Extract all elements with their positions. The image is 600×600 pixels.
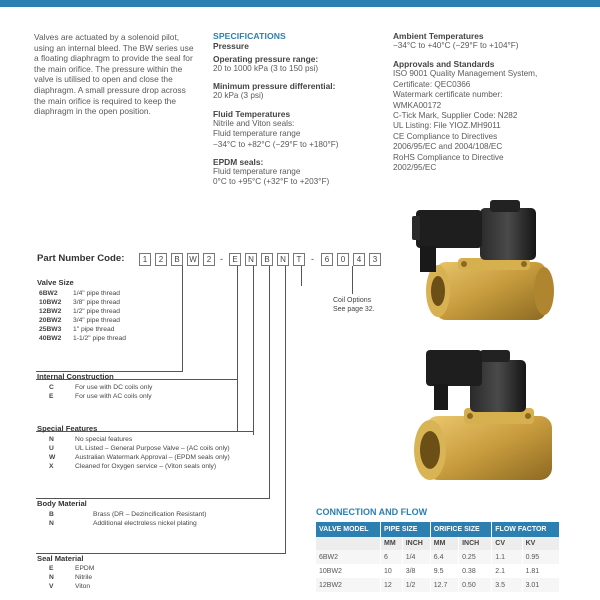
table-cell: 1.1 <box>492 550 522 564</box>
table-cell: 3/8 <box>402 564 430 578</box>
code-digit: E <box>229 253 241 266</box>
solenoid-valve-image <box>398 196 564 332</box>
table-row <box>316 550 560 564</box>
approvals-section <box>393 31 573 173</box>
code-digit: 2 <box>203 253 215 266</box>
option-desc: No special features <box>75 436 133 443</box>
option-code: 10BW2 <box>39 299 62 306</box>
option-desc: Additional electroless nickel plating <box>93 520 197 527</box>
nitrile-line: Nitrile and Viton seals: <box>213 118 295 128</box>
approval-line: Certificate: QEC0366 <box>393 79 471 89</box>
approval-line: Watermark certificate number: <box>393 90 503 100</box>
table-cell: 12 <box>381 578 403 592</box>
approval-line: RoHS Compliance to Directive <box>393 152 504 162</box>
option-desc: For use with DC coils only <box>75 384 153 391</box>
intro-paragraph: Valves are actuated by a solenoid pilot, using an internal bleed. The BW series use a floating diaphragm to provide the seal for the main orifice. The pressure within the valve is utilised to open and close the diaphragm. A small pressure drop across the main orifice is required to keep the diaphragm in the open position. <box>34 32 194 117</box>
option-desc: 1/2" pipe thread <box>73 308 120 315</box>
table-header-row <box>316 522 560 537</box>
connector-line <box>285 266 286 554</box>
unit-header <box>316 537 381 550</box>
special-features-title: Special Features <box>37 424 98 433</box>
option-desc: Australian Watermark Approval – (EPDM seals only) <box>75 454 230 461</box>
seal-material-title: Seal Material <box>37 554 84 563</box>
option-code: 20BW2 <box>39 317 62 324</box>
unit-header: KV <box>522 537 559 550</box>
table-cell: 0.95 <box>522 550 559 564</box>
solenoid-valve-image <box>406 342 566 492</box>
specifications-section <box>213 31 383 188</box>
table-unit-row <box>316 537 560 550</box>
option-desc: 3/8" pipe thread <box>73 299 120 306</box>
fluid-temperatures-heading: Fluid Temperatures <box>213 108 291 119</box>
code-digit: 1 <box>139 253 151 266</box>
flow-table-title: CONNECTION AND FLOW <box>316 507 428 517</box>
approval-line: ISO 9001 Quality Management System, <box>393 69 538 79</box>
option-code: N <box>49 436 54 443</box>
operating-range-heading: Operating pressure range: <box>213 54 319 64</box>
column-header: PIPE SIZE <box>381 522 431 537</box>
specifications-title: SPECIFICATIONS <box>213 31 286 41</box>
flow-table <box>316 522 560 592</box>
option-desc: Brass (DR – Dezincification Resistant) <box>93 511 207 518</box>
unit-header: MM <box>430 537 458 550</box>
table-row <box>316 578 560 592</box>
option-code: V <box>49 583 54 590</box>
table-cell: 1/2 <box>402 578 430 592</box>
option-desc: Nitrile <box>75 574 93 581</box>
table-cell: 6.4 <box>430 550 458 564</box>
table-row <box>316 564 560 578</box>
column-header: FLOW FACTOR <box>492 522 560 537</box>
column-header: ORIFICE SIZE <box>430 522 492 537</box>
code-digit: 0 <box>337 253 349 266</box>
code-dash: - <box>220 254 223 264</box>
pressure-heading: Pressure <box>213 41 249 51</box>
table-cell: 0.25 <box>459 550 492 564</box>
min-differential-value: 20 kPa (3 psi) <box>213 91 264 101</box>
option-desc: 3/4" pipe thread <box>73 317 120 324</box>
option-desc: EPDM <box>75 565 95 572</box>
table-cell: 0.38 <box>459 564 492 578</box>
code-digit: 6 <box>321 253 333 266</box>
approval-line: CE Compliance to Directives <box>393 131 498 141</box>
header-accent-bar <box>0 0 600 7</box>
option-code: 12BW2 <box>39 308 62 315</box>
min-differential-heading: Minimum pressure differential: <box>213 81 336 92</box>
option-code: W <box>49 454 56 461</box>
table-cell: 0.50 <box>459 578 492 592</box>
unit-header: INCH <box>402 537 430 550</box>
coil-options-note <box>333 297 375 314</box>
internal-construction-title: Internal Construction <box>37 372 114 381</box>
option-desc: Cleaned for Oxygen service – (Viton seals only) <box>75 463 217 470</box>
option-code: 25BW3 <box>39 326 62 333</box>
option-desc: 1/4" pipe thread <box>73 290 120 297</box>
code-digit: B <box>171 253 183 266</box>
code-digit: 4 <box>353 253 365 266</box>
ambient-value: −34°C to +40°C (−29°F to +104°F) <box>393 41 519 50</box>
option-desc: UL Listed – General Purpose Valve – (AC coils only) <box>75 445 230 452</box>
table-cell: 3.01 <box>522 578 559 592</box>
nitrile-line: Fluid temperature range <box>213 129 301 139</box>
option-code: E <box>49 565 54 572</box>
option-desc: 1" pipe thread <box>73 326 115 333</box>
approval-line: WMKA00172 <box>393 100 442 110</box>
table-cell: 10 <box>381 564 403 578</box>
table-cell: 12.7 <box>430 578 458 592</box>
option-code: X <box>49 463 54 470</box>
coil-options-ref: See page 32. <box>333 305 375 313</box>
table-cell: 12BW2 <box>316 578 381 592</box>
connector-line <box>253 266 254 435</box>
code-digit: T <box>293 253 305 266</box>
approval-line: UL Listing: File YIOZ.MH9011 <box>393 121 501 131</box>
approval-line: C-Tick Mark, Supplier Code: N282 <box>393 111 518 121</box>
option-code: B <box>49 511 54 518</box>
connector-line <box>301 266 302 286</box>
option-code: N <box>49 520 54 527</box>
valve-size-title: Valve Size <box>37 278 74 287</box>
epdm-line: Fluid temperature range <box>213 167 301 177</box>
connector-line <box>237 266 238 431</box>
code-digit: B <box>261 253 273 266</box>
coil-options-title: Coil Options <box>333 297 372 304</box>
connector-line <box>352 266 353 294</box>
ambient-heading: Ambient Temperatures <box>393 31 484 41</box>
table-cell: 3.5 <box>492 578 522 592</box>
option-code: 40BW2 <box>39 335 62 342</box>
table-cell: 6 <box>381 550 403 564</box>
option-desc: For use with AC coils only <box>75 393 152 400</box>
connector-line <box>269 266 270 499</box>
code-digit: N <box>277 253 289 266</box>
code-digit: N <box>245 253 257 266</box>
code-digit: W <box>187 253 199 266</box>
code-digit: 2 <box>155 253 167 266</box>
table-cell: 1.81 <box>522 564 559 578</box>
epdm-heading: EPDM seals: <box>213 157 264 168</box>
approval-line: 2002/95/EC <box>393 163 437 173</box>
nitrile-line: −34°C to +82°C (−29°F to +180°F) <box>213 139 339 149</box>
code-digit: 3 <box>369 253 381 266</box>
option-code: N <box>49 574 54 581</box>
unit-header: CV <box>492 537 522 550</box>
option-desc: Viton <box>75 583 91 590</box>
option-code: E <box>49 393 54 400</box>
connector-line <box>182 266 183 371</box>
code-dash: - <box>311 254 314 264</box>
column-header: VALVE MODEL <box>316 522 381 537</box>
epdm-line: 0°C to +95°C (+32°F to +203°F) <box>213 177 330 187</box>
unit-header: MM <box>381 537 403 550</box>
part-number-label: Part Number Code: <box>37 253 125 264</box>
option-code: C <box>49 384 54 391</box>
table-cell: 9.5 <box>430 564 458 578</box>
operating-range-value: 20 to 1000 kPa (3 to 150 psi) <box>213 64 319 73</box>
approvals-heading: Approvals and Standards <box>393 59 495 70</box>
unit-header: INCH <box>459 537 492 550</box>
table-cell: 6BW2 <box>316 550 381 564</box>
option-desc: 1-1/2" pipe thread <box>73 335 126 342</box>
body-material-title: Body Material <box>37 499 87 508</box>
table-cell: 2.1 <box>492 564 522 578</box>
option-code: U <box>49 445 54 452</box>
table-cell: 1/4 <box>402 550 430 564</box>
approval-line: 2006/95/EC and 2004/108/EC <box>393 142 503 152</box>
table-cell: 10BW2 <box>316 564 381 578</box>
option-code: 6BW2 <box>39 290 58 297</box>
